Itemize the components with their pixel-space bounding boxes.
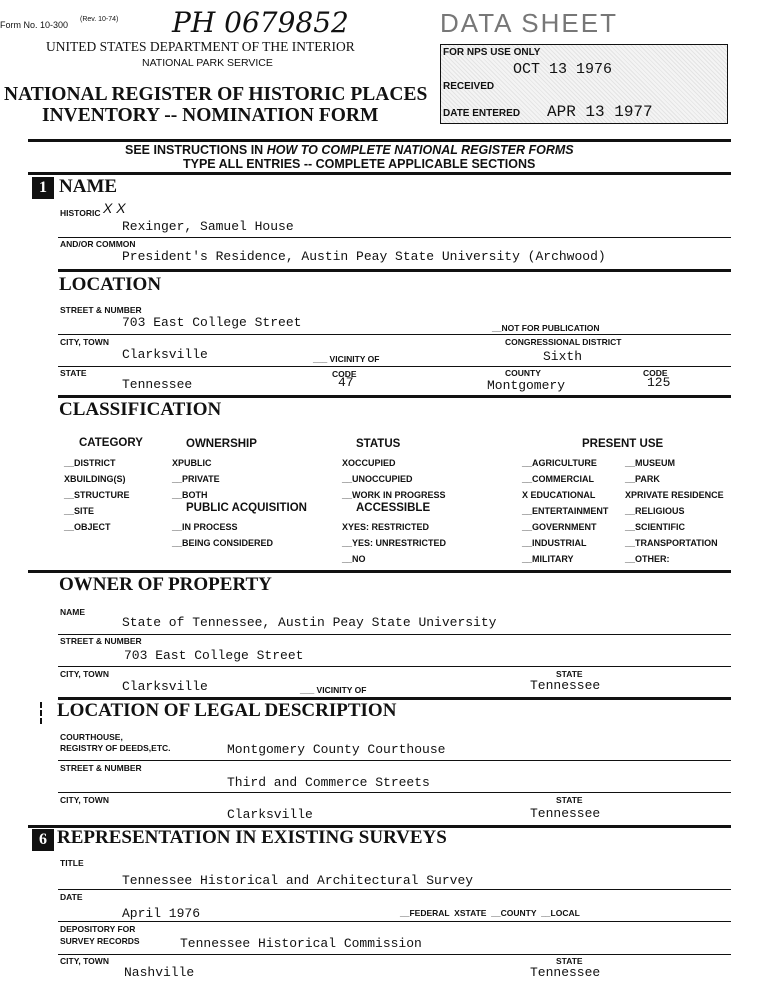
classification-checkbox: __MILITARY (522, 554, 574, 564)
form-title-2: INVENTORY -- NOMINATION FORM (42, 105, 379, 126)
state-code: 47 (338, 375, 354, 390)
classification-checkbox: __BOTH (172, 490, 208, 500)
survey-city: Nashville (124, 965, 195, 980)
section-title-legal: LOCATION OF LEGAL DESCRIPTION (57, 700, 397, 721)
section-title-classification: CLASSIFICATION (59, 399, 222, 420)
classification-checkbox: __STRUCTURE (64, 490, 130, 500)
classification-checkbox: __PRIVATE (172, 474, 220, 484)
section-title-owner: OWNER OF PROPERTY (59, 574, 272, 595)
classification-checkbox: __PARK (625, 474, 660, 484)
classification-checkbox: __DISTRICT (64, 458, 116, 468)
nps-label: FOR NPS USE ONLY (443, 47, 541, 58)
classification-checkbox: __TRANSPORTATION (625, 538, 718, 548)
divider (28, 172, 731, 175)
survey-state-label: STATE (556, 956, 583, 966)
present-use-heading: PRESENT USE (582, 438, 664, 450)
classification-checkbox: __MUSEUM (625, 458, 676, 468)
legal-street: Third and Commerce Streets (227, 775, 430, 790)
depository-label: DEPOSITORY FOR (60, 924, 136, 934)
survey-date: April 1976 (122, 906, 201, 921)
section-marker (40, 702, 44, 724)
legal-state-label: STATE (556, 795, 583, 805)
form-revision: (Rev. 10-74) (80, 16, 119, 23)
location-county: Montgomery (487, 378, 566, 393)
survey-title: Tennessee Historical and Architectural Survey (122, 873, 474, 888)
survey-city-label: CITY, TOWN (60, 956, 109, 966)
accessible-heading: ACCESSIBLE (356, 502, 431, 514)
legal-city: Clarksville (227, 807, 313, 822)
section-number: 6 (32, 829, 54, 851)
instructions-line-1: SEE INSTRUCTIONS IN HOW TO COMPLETE NATIONAL REGISTER FORMS (125, 143, 574, 157)
acquisition-heading: PUBLIC ACQUISITION (186, 502, 307, 514)
divider (28, 139, 731, 142)
divider (58, 237, 731, 238)
common-name: President's Residence, Austin Peay State University (Archwood) (122, 249, 606, 264)
historic-label: HISTORIC (60, 208, 101, 218)
divider (58, 760, 731, 761)
handwritten-id: PH 0679852 (172, 6, 349, 39)
classification-checkbox: __IN PROCESS (172, 522, 238, 532)
owner-street-label: STREET & NUMBER (60, 636, 142, 646)
section-title-name: NAME (59, 176, 118, 197)
classification-checkbox: XYES: RESTRICTED (342, 522, 430, 532)
courthouse-label: COURTHOUSE, (60, 732, 123, 742)
classification-checkbox: __RELIGIOUS (625, 506, 685, 516)
courthouse: Montgomery County Courthouse (227, 742, 446, 757)
classification-checkbox: __YES: UNRESTRICTED (342, 538, 447, 548)
divider (58, 889, 731, 890)
location-city: Clarksville (122, 347, 208, 362)
owner-name-label: NAME (60, 607, 86, 617)
divider (58, 366, 731, 367)
owner-name: State of Tennessee, Austin Peay State University (122, 615, 497, 630)
data-sheet-stamp: DATA SHEET (440, 8, 618, 38)
divider (58, 792, 731, 793)
received-label: RECEIVED (443, 81, 495, 92)
divider (58, 666, 731, 667)
classification-checkbox: __AGRICULTURE (522, 458, 597, 468)
state-label: STATE (60, 368, 87, 378)
classification-checkbox: X EDUCATIONAL (522, 490, 596, 500)
owner-city-label: CITY, TOWN (60, 669, 109, 679)
owner-city: Clarksville (122, 679, 208, 694)
classification-checkbox: __BEING CONSIDERED (172, 538, 274, 548)
depository: Tennessee Historical Commission (180, 936, 422, 951)
received-date: OCT 13 1976 (513, 61, 613, 78)
location-street: 703 East College Street (122, 315, 302, 330)
survey-state: Tennessee (530, 965, 601, 980)
legal-street-label: STREET & NUMBER (60, 763, 142, 773)
form-number: Form No. 10-300 (0, 20, 69, 30)
section-title-location: LOCATION (59, 274, 162, 295)
classification-checkbox: __OTHER: (625, 554, 670, 564)
section-number: 1 (32, 177, 54, 199)
classification-checkbox: __SITE (64, 506, 95, 516)
ownership-heading: OWNERSHIP (186, 438, 257, 450)
section-title-surveys: REPRESENTATION IN EXISTING SURVEYS (57, 827, 447, 848)
divider (58, 634, 731, 635)
code-label: CODE (332, 369, 357, 379)
status-heading: STATUS (356, 438, 401, 450)
congressional-district: Sixth (543, 349, 583, 364)
category-heading: CATEGORY (79, 437, 143, 449)
common-label: AND/OR COMMON (60, 239, 136, 249)
date-entered-label: DATE ENTERED (443, 108, 521, 119)
classification-checkbox: __INDUSTRIAL (522, 538, 587, 548)
legal-state: Tennessee (530, 806, 601, 821)
county-code-label: CODE (643, 368, 668, 378)
divider (58, 269, 731, 272)
legal-city-label: CITY, TOWN (60, 795, 109, 805)
street-label: STREET & NUMBER (60, 305, 142, 315)
registry-label: REGISTRY OF DEEDS,ETC. (60, 743, 171, 753)
not-for-publication: __NOT FOR PUBLICATION (492, 323, 600, 333)
classification-checkbox: __OBJECT (64, 522, 111, 532)
location-state: Tennessee (122, 377, 193, 392)
classification-checkbox: XPUBLIC (172, 458, 212, 468)
owner-street: 703 East College Street (124, 648, 304, 663)
survey-date-label: DATE (60, 892, 83, 902)
city-label: CITY, TOWN (60, 337, 109, 347)
divider (58, 921, 731, 922)
date-entered: APR 13 1977 (547, 103, 653, 121)
classification-checkbox: __COMMERCIAL (522, 474, 595, 484)
vicinity-of: ___ VICINITY OF (313, 354, 380, 364)
historic-name: Rexinger, Samuel House (122, 219, 294, 234)
county-label: COUNTY (505, 368, 541, 378)
survey-title-label: TITLE (60, 858, 84, 868)
divider (58, 954, 731, 955)
divider (58, 334, 731, 335)
survey-records-label: SURVEY RECORDS (60, 936, 140, 946)
agency-name: NATIONAL PARK SERVICE (142, 57, 273, 69)
classification-checkbox: XBUILDING(S) (64, 474, 126, 484)
classification-checkbox: XOCCUPIED (342, 458, 396, 468)
owner-vicinity: ___ VICINITY OF (300, 685, 367, 695)
instructions-line-2: TYPE ALL ENTRIES -- COMPLETE APPLICABLE SECTIONS (183, 157, 536, 171)
classification-checkbox: __NO (342, 554, 366, 564)
classification-checkbox: XPRIVATE RESIDENCE (625, 490, 724, 500)
classification-checkbox: __SCIENTIFIC (625, 522, 686, 532)
department-name: UNITED STATES DEPARTMENT OF THE INTERIOR (46, 39, 355, 54)
congressional-label: CONGRESSIONAL DISTRICT (505, 337, 622, 347)
classification-checkbox: __ENTERTAINMENT (522, 506, 609, 516)
form-title-1: NATIONAL REGISTER OF HISTORIC PLACES (4, 84, 428, 105)
survey-levels: __FEDERAL XSTATE __COUNTY __LOCAL (400, 908, 580, 918)
classification-checkbox: __WORK IN PROGRESS (342, 490, 446, 500)
owner-state-label: STATE (556, 669, 583, 679)
classification-checkbox: __GOVERNMENT (522, 522, 597, 532)
classification-checkbox: __UNOCCUPIED (342, 474, 413, 484)
nps-use-box (440, 44, 728, 124)
handwritten-mark: X X (103, 200, 126, 216)
county-code: 125 (647, 375, 671, 390)
owner-state: Tennessee (530, 678, 601, 693)
divider (58, 395, 731, 398)
divider (28, 570, 731, 573)
